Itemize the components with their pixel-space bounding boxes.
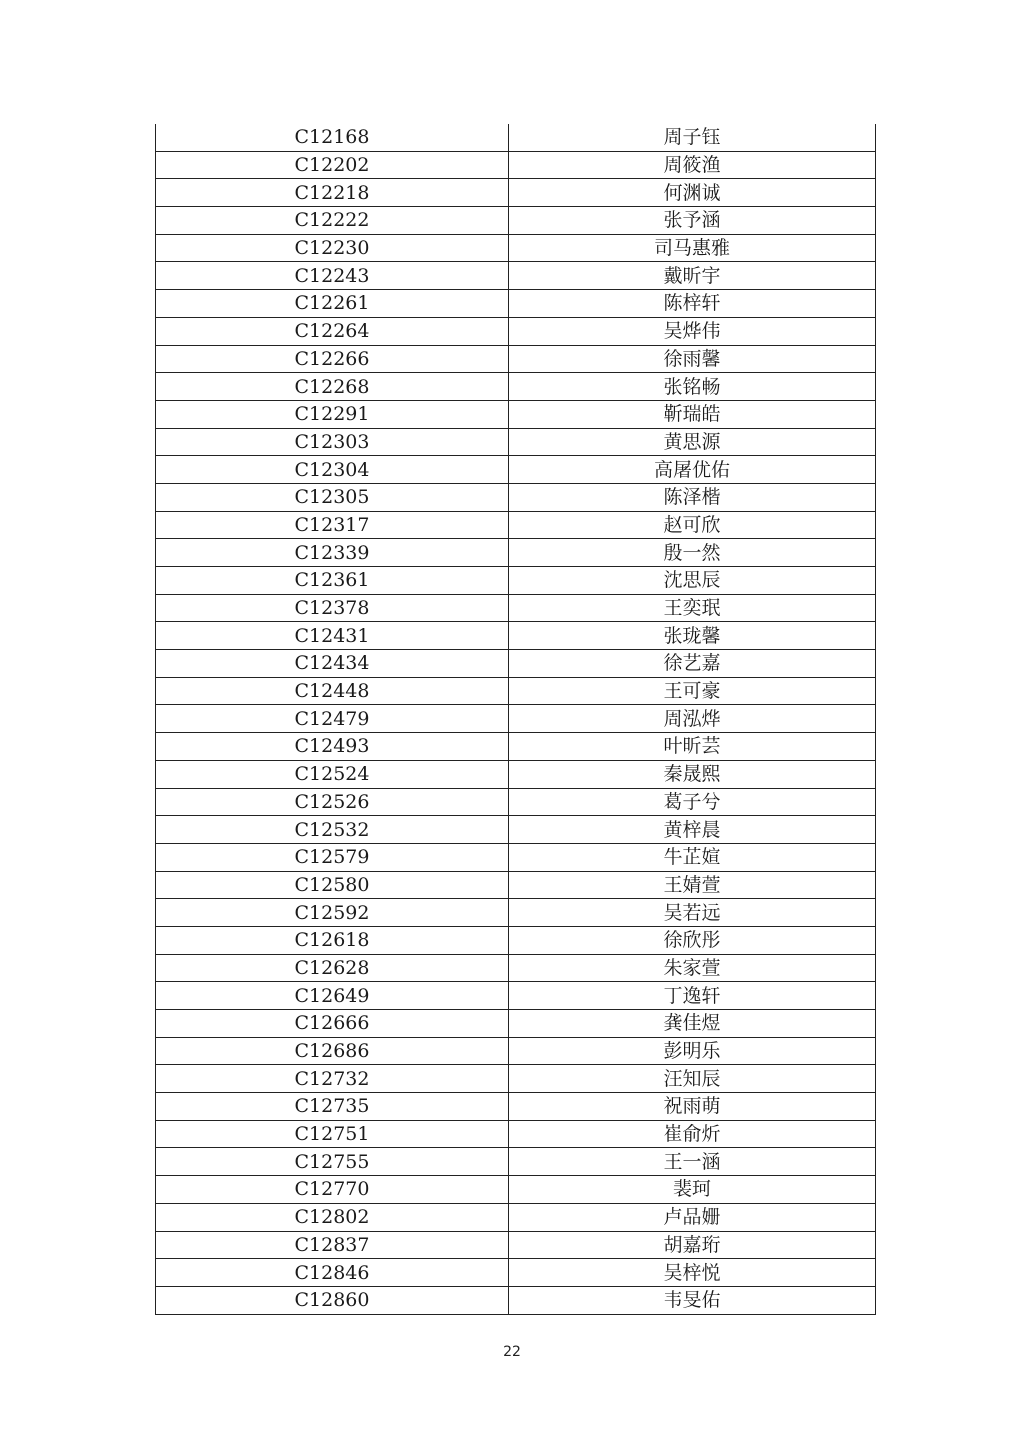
student-id-cell: C12526 <box>156 788 509 816</box>
table-row <box>156 207 876 235</box>
student-id-cell: C12222 <box>156 207 509 235</box>
student-name-cell: 裴珂 <box>509 1176 876 1204</box>
student-id-cell: C12755 <box>156 1148 509 1176</box>
student-id-cell: C12802 <box>156 1203 509 1231</box>
student-name-cell: 吴烨伟 <box>509 317 876 345</box>
table-row <box>156 345 876 373</box>
student-id-cell: C12618 <box>156 926 509 954</box>
student-name-cell: 黄思源 <box>509 428 876 456</box>
student-id-cell: C12649 <box>156 982 509 1010</box>
student-name-cell: 周子钰 <box>509 124 876 151</box>
student-name-cell: 张铭畅 <box>509 373 876 401</box>
table-row <box>156 400 876 428</box>
student-name-cell: 丁逸轩 <box>509 982 876 1010</box>
student-id-cell: C12230 <box>156 234 509 262</box>
student-name-cell: 高屠优佑 <box>509 456 876 484</box>
student-id-cell: C12735 <box>156 1093 509 1121</box>
table-row <box>156 871 876 899</box>
student-id-cell: C12291 <box>156 400 509 428</box>
page-number: 22 <box>503 1344 521 1360</box>
student-name-cell: 王一涵 <box>509 1148 876 1176</box>
student-name-cell: 王婧萱 <box>509 871 876 899</box>
student-id-cell: C12317 <box>156 511 509 539</box>
table-row <box>156 1286 876 1314</box>
student-id-cell: C12628 <box>156 954 509 982</box>
table-row <box>156 843 876 871</box>
student-id-cell: C12303 <box>156 428 509 456</box>
table-row <box>156 179 876 207</box>
table-row <box>156 124 876 151</box>
student-id-cell: C12732 <box>156 1065 509 1093</box>
student-id-cell: C12266 <box>156 345 509 373</box>
student-id-cell: C12448 <box>156 677 509 705</box>
student-id-cell: C12339 <box>156 539 509 567</box>
table-row <box>156 1065 876 1093</box>
table-row <box>156 317 876 345</box>
student-name-cell: 葛子兮 <box>509 788 876 816</box>
table-row <box>156 1010 876 1038</box>
student-name-cell: 殷一然 <box>509 539 876 567</box>
table-row <box>156 1037 876 1065</box>
table-row <box>156 899 876 927</box>
student-name-cell: 吴梓悦 <box>509 1259 876 1287</box>
student-id-cell: C12751 <box>156 1120 509 1148</box>
student-id-cell: C12666 <box>156 1010 509 1038</box>
table-row <box>156 1259 876 1287</box>
student-name-cell: 周筱渔 <box>509 151 876 179</box>
table-row <box>156 594 876 622</box>
student-name-cell: 徐欣彤 <box>509 926 876 954</box>
student-name-cell: 何渊诚 <box>509 179 876 207</box>
student-id-cell: C12493 <box>156 733 509 761</box>
table-row <box>156 1148 876 1176</box>
table-row <box>156 428 876 456</box>
table-row <box>156 483 876 511</box>
student-id-cell: C12579 <box>156 843 509 871</box>
student-name-cell: 秦晟熙 <box>509 760 876 788</box>
student-name-cell: 朱家萱 <box>509 954 876 982</box>
student-id-cell: C12218 <box>156 179 509 207</box>
student-name-cell: 司马惠雅 <box>509 234 876 262</box>
table-row <box>156 567 876 595</box>
table-row <box>156 151 876 179</box>
student-id-cell: C12268 <box>156 373 509 401</box>
table-row <box>156 788 876 816</box>
student-id-cell: C12304 <box>156 456 509 484</box>
student-name-cell: 韦旻佑 <box>509 1286 876 1314</box>
student-name-cell: 赵可欣 <box>509 511 876 539</box>
student-name-cell: 卢品姗 <box>509 1203 876 1231</box>
student-name-cell: 张珑馨 <box>509 622 876 650</box>
student-name-cell: 陈梓轩 <box>509 290 876 318</box>
student-name-cell: 叶昕芸 <box>509 733 876 761</box>
student-id-cell: C12202 <box>156 151 509 179</box>
student-id-cell: C12770 <box>156 1176 509 1204</box>
student-name-cell: 汪知辰 <box>509 1065 876 1093</box>
student-id-cell: C12261 <box>156 290 509 318</box>
student-id-cell: C12378 <box>156 594 509 622</box>
student-name-cell: 陈泽楷 <box>509 483 876 511</box>
table-row <box>156 1203 876 1231</box>
roster-body <box>156 124 876 1314</box>
student-name-cell: 牛芷媗 <box>509 843 876 871</box>
table-row <box>156 456 876 484</box>
student-id-cell: C12592 <box>156 899 509 927</box>
student-name-cell: 戴昕宇 <box>509 262 876 290</box>
student-id-cell: C12580 <box>156 871 509 899</box>
student-id-cell: C12361 <box>156 567 509 595</box>
student-id-cell: C12837 <box>156 1231 509 1259</box>
student-name-cell: 张予涵 <box>509 207 876 235</box>
table-row <box>156 705 876 733</box>
table-row <box>156 1231 876 1259</box>
table-row <box>156 954 876 982</box>
student-name-cell: 彭明乐 <box>509 1037 876 1065</box>
table-row <box>156 677 876 705</box>
table-row <box>156 234 876 262</box>
student-id-cell: C12524 <box>156 760 509 788</box>
table-row <box>156 1120 876 1148</box>
table-row <box>156 511 876 539</box>
student-id-cell: C12305 <box>156 483 509 511</box>
student-name-cell: 沈思辰 <box>509 567 876 595</box>
student-id-cell: C12479 <box>156 705 509 733</box>
student-id-cell: C12168 <box>156 124 509 151</box>
student-id-cell: C12431 <box>156 622 509 650</box>
student-name-cell: 祝雨萌 <box>509 1093 876 1121</box>
table-row <box>156 733 876 761</box>
student-name-cell: 靳瑞皓 <box>509 400 876 428</box>
table-row <box>156 760 876 788</box>
student-name-cell: 周泓烨 <box>509 705 876 733</box>
table-row <box>156 1093 876 1121</box>
student-id-cell: C12264 <box>156 317 509 345</box>
table-row <box>156 622 876 650</box>
roster-table <box>155 124 876 1315</box>
table-row <box>156 539 876 567</box>
table-row <box>156 1176 876 1204</box>
table-row <box>156 262 876 290</box>
student-id-cell: C12434 <box>156 650 509 678</box>
student-id-cell: C12532 <box>156 816 509 844</box>
student-id-cell: C12686 <box>156 1037 509 1065</box>
student-name-cell: 王可豪 <box>509 677 876 705</box>
student-name-cell: 黄梓晨 <box>509 816 876 844</box>
student-id-cell: C12860 <box>156 1286 509 1314</box>
table-row <box>156 926 876 954</box>
table-row <box>156 373 876 401</box>
student-id-cell: C12243 <box>156 262 509 290</box>
student-name-cell: 王奕珉 <box>509 594 876 622</box>
student-name-cell: 崔俞炘 <box>509 1120 876 1148</box>
table-row <box>156 982 876 1010</box>
student-name-cell: 徐雨馨 <box>509 345 876 373</box>
table-row <box>156 290 876 318</box>
table-row <box>156 816 876 844</box>
student-name-cell: 胡嘉珩 <box>509 1231 876 1259</box>
table-row <box>156 650 876 678</box>
student-id-cell: C12846 <box>156 1259 509 1287</box>
student-name-cell: 龚佳煜 <box>509 1010 876 1038</box>
student-name-cell: 徐艺嘉 <box>509 650 876 678</box>
student-name-cell: 吴若远 <box>509 899 876 927</box>
